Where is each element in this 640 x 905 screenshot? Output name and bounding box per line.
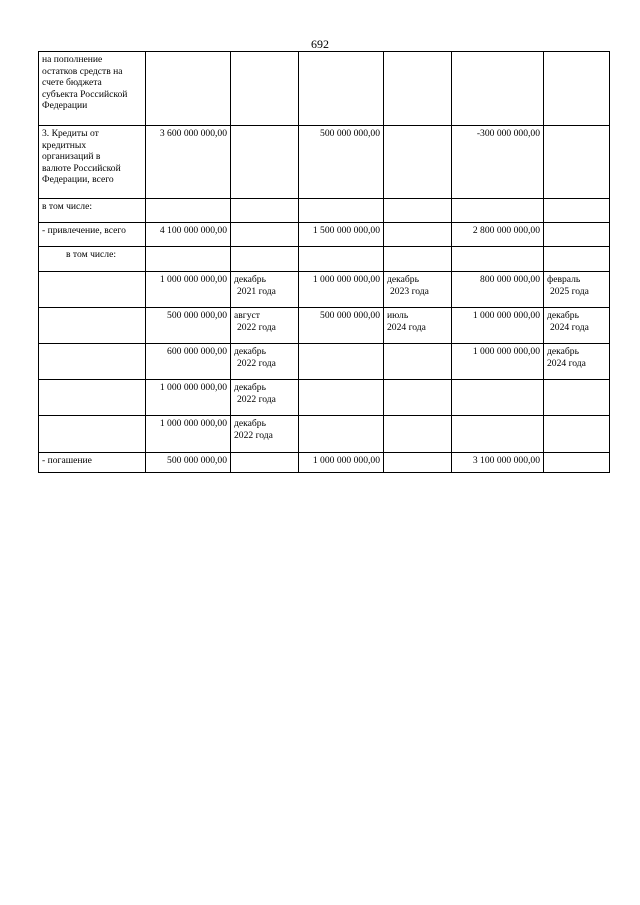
amount-cell: 1 000 000 000,00: [452, 344, 544, 380]
amount-cell: 500 000 000,00: [299, 126, 384, 199]
amount-cell: 3 100 000 000,00: [452, 453, 544, 473]
amount-cell: [299, 247, 384, 272]
amount-cell: 1 000 000 000,00: [146, 272, 231, 308]
amount-cell: [452, 247, 544, 272]
table-row: [39, 453, 610, 473]
date-month: декабрь: [234, 382, 266, 393]
amount-cell: [299, 416, 384, 453]
amount-cell: [146, 199, 231, 223]
date-cell: [544, 52, 610, 126]
row-label-line: валюте Российской: [42, 162, 121, 174]
row-label-cell: в том числе:: [39, 247, 146, 272]
row-label-line: Федерации: [42, 100, 88, 112]
date-month: декабрь: [547, 310, 579, 321]
row-label-line: субъекта Российской: [42, 88, 128, 100]
amount-cell: 500 000 000,00: [299, 308, 384, 344]
row-label-line: на пополнение: [42, 54, 103, 65]
amount-cell: 500 000 000,00: [146, 453, 231, 473]
table-row: [39, 52, 610, 126]
date-cell: [384, 453, 452, 473]
date-cell: [231, 380, 299, 416]
amount-cell: 2 800 000 000,00: [452, 223, 544, 247]
row-label-line: остатков средств на: [42, 65, 123, 77]
amount-cell: [452, 416, 544, 453]
row-label-line: 3. Кредиты от: [42, 128, 99, 139]
date-month: февраль: [547, 274, 581, 285]
date-cell: [544, 223, 610, 247]
date-cell: [231, 126, 299, 199]
table-row: [39, 308, 610, 344]
table-row: [39, 380, 610, 416]
date-year: 2022 года: [237, 321, 276, 333]
date-year: 2024 года: [550, 321, 589, 333]
date-cell: [384, 52, 452, 126]
date-month: декабрь: [234, 274, 266, 285]
date-cell: [544, 126, 610, 199]
date-cell: [231, 453, 299, 473]
amount-cell: -300 000 000,00: [452, 126, 544, 199]
date-cell: [231, 199, 299, 223]
amount-cell: [299, 380, 384, 416]
amount-cell: [146, 52, 231, 126]
date-month: декабрь: [234, 346, 266, 357]
table-row: [39, 344, 610, 380]
date-month: декабрь: [547, 346, 579, 357]
table-row: [39, 247, 610, 272]
table-row: [39, 223, 610, 247]
row-label-cell: - привлечение, всего: [39, 223, 146, 247]
date-cell: [231, 344, 299, 380]
page-number: 692: [311, 37, 329, 51]
amount-cell: [299, 344, 384, 380]
row-label-cell: [39, 416, 146, 453]
date-cell: [544, 272, 610, 308]
row-label-cell: [39, 272, 146, 308]
row-label-line: Федерации, всего: [42, 174, 114, 186]
amount-cell: 600 000 000,00: [146, 344, 231, 380]
date-year: 2022 года: [234, 429, 273, 441]
row-label-line: счете бюджета: [42, 77, 102, 89]
date-month: июль: [387, 310, 409, 321]
date-cell: [384, 380, 452, 416]
date-cell: [544, 380, 610, 416]
date-cell: [384, 416, 452, 453]
amount-cell: 1 500 000 000,00: [299, 223, 384, 247]
amount-cell: [146, 247, 231, 272]
table-row: [39, 199, 610, 223]
amount-cell: [299, 199, 384, 223]
date-cell: [384, 344, 452, 380]
date-cell: [384, 223, 452, 247]
row-label-line: кредитных: [42, 139, 87, 151]
date-cell: [384, 272, 452, 308]
date-year: 2023 года: [390, 285, 429, 297]
row-label-cell: - погашение: [39, 453, 146, 473]
date-cell: [231, 308, 299, 344]
amount-cell: 1 000 000 000,00: [299, 453, 384, 473]
date-month: декабрь: [234, 418, 266, 429]
date-cell: [231, 223, 299, 247]
date-cell: [544, 308, 610, 344]
amount-cell: 1 000 000 000,00: [146, 416, 231, 453]
amount-cell: [452, 380, 544, 416]
amount-cell: 1 000 000 000,00: [299, 272, 384, 308]
amount-cell: [452, 52, 544, 126]
date-cell: [544, 344, 610, 380]
date-cell: [231, 247, 299, 272]
row-label-cell: [39, 344, 146, 380]
date-cell: [384, 126, 452, 199]
date-year: 2021 года: [237, 285, 276, 297]
row-label-cell: [39, 126, 146, 199]
row-label-cell: [39, 308, 146, 344]
debt-program-table: [38, 51, 610, 473]
amount-cell: [299, 52, 384, 126]
row-label-line: организаций в: [42, 151, 101, 163]
table-row: [39, 416, 610, 453]
amount-cell: 1 000 000 000,00: [146, 380, 231, 416]
date-year: 2022 года: [237, 357, 276, 369]
date-year: 2024 года: [547, 357, 586, 369]
amount-cell: 4 100 000 000,00: [146, 223, 231, 247]
date-year: 2024 года: [387, 321, 426, 333]
date-year: 2025 года: [550, 285, 589, 297]
date-cell: [544, 453, 610, 473]
amount-cell: [452, 199, 544, 223]
date-cell: [384, 199, 452, 223]
row-label-cell: [39, 380, 146, 416]
amount-cell: 1 000 000 000,00: [452, 308, 544, 344]
date-year: 2022 года: [237, 393, 276, 405]
date-cell: [231, 52, 299, 126]
amount-cell: 500 000 000,00: [146, 308, 231, 344]
date-cell: [544, 199, 610, 223]
row-label-cell: [39, 52, 146, 126]
date-cell: [231, 272, 299, 308]
date-month: август: [234, 310, 260, 321]
row-label-cell: в том числе:: [39, 199, 146, 223]
date-cell: [544, 247, 610, 272]
date-cell: [231, 416, 299, 453]
amount-cell: 800 000 000,00: [452, 272, 544, 308]
date-cell: [384, 247, 452, 272]
date-cell: [384, 308, 452, 344]
amount-cell: 3 600 000 000,00: [146, 126, 231, 199]
table-row: [39, 126, 610, 199]
date-month: декабрь: [387, 274, 419, 285]
date-cell: [544, 416, 610, 453]
table-row: [39, 272, 610, 308]
